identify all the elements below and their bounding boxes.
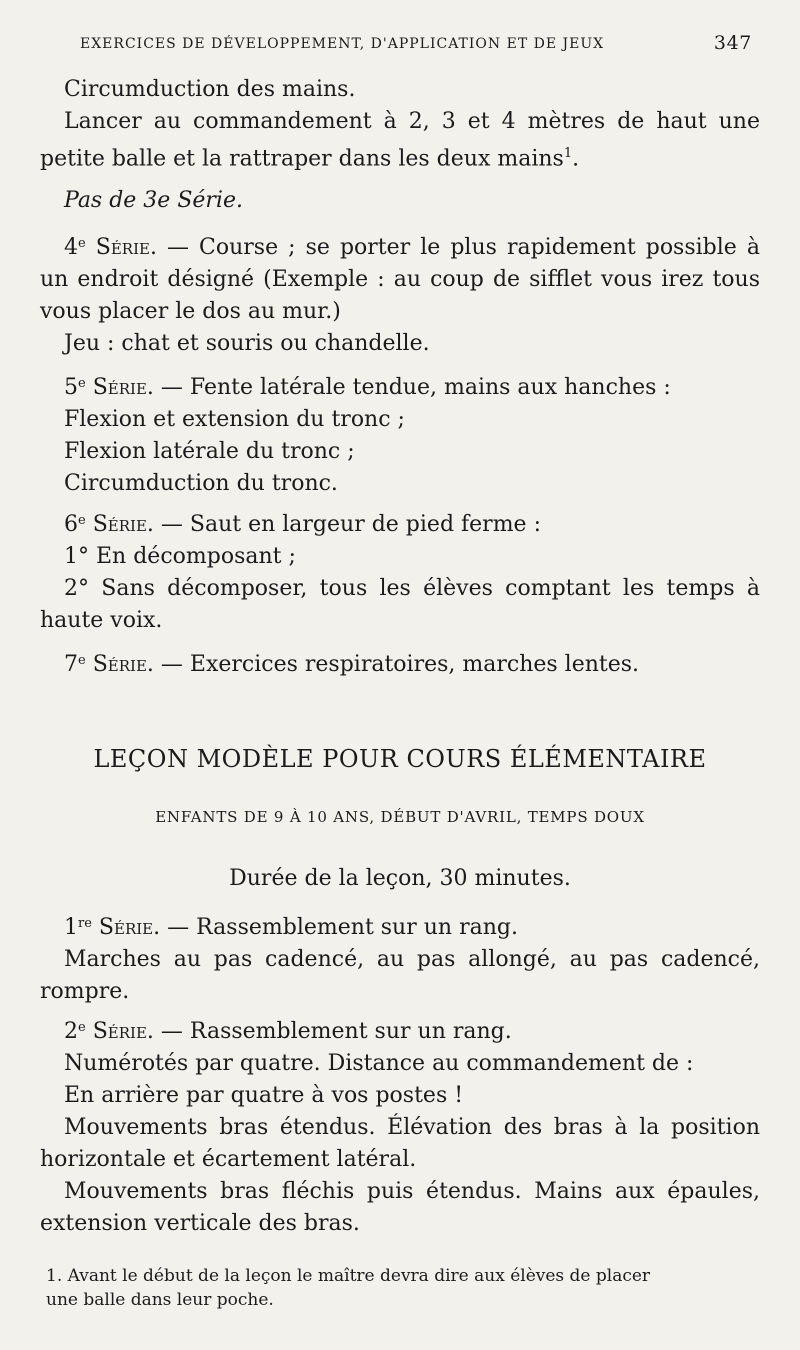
serie-5-line-1 [40,368,760,404]
serie-2-line-3: En arrière par quatre à vos postes ! [64,1083,464,1108]
serie-4-line-1 [40,228,760,264]
serie-4-line-4: Jeu : chat et souris ou chandelle. [64,331,430,356]
footnote-ref: 1 [563,146,573,161]
serie-2-line-6: Mouvements bras fléchis puis étendus. Mains aux épaules, [64,1179,760,1204]
serie-4 [40,228,760,360]
serie-5-text-1: — Fente latérale tendue, mains aux hanches : [160,375,671,400]
line-circumduction-mains: Circumduction des mains. [64,77,356,102]
serie-4-sup: e [78,236,86,251]
serie-7-line-1 [40,645,760,681]
footnote-num: 1 [46,1266,57,1286]
serie-5-line-3: Flexion latérale du tronc ; [64,439,355,464]
pas-de-serie: Pas de 3e Série. [64,188,243,214]
serie-4-line-3: vous placer le dos au mur.) [40,299,341,324]
serie-4-text-1: — Course ; se porter le plus rapidement possible à [166,235,760,260]
serie-1-num: 1 [64,915,78,940]
serie-6-sup: e [78,513,86,528]
line-petite-balle: petite balle et la rattraper dans les deux mains$^1$. [40,146,580,172]
serie-2-line-2: Numérotés par quatre. Distance au commandement de : [64,1051,694,1076]
serie-1-line-1 [40,908,760,944]
serie-6-text-1: — Saut en largeur de pied ferme : [160,512,541,537]
serie-5-line-2: Flexion et extension du tronc ; [64,407,405,432]
lesson-subtitle: ENFANTS DE 9 À 10 ANS, DÉBUT D'AVRIL, TEMPS DOUX [155,808,645,826]
running-head-title: EXERCICES DE DÉVELOPPEMENT, D'APPLICATION ET DE JEUX [80,36,605,52]
serie-4-num: 4 [64,235,78,260]
line-lancer: Lancer au commandement à 2, 3 et 4 mètres de haut une [64,109,760,134]
serie-5 [40,368,760,500]
serie-6-line-1 [40,505,760,541]
lesson-duration: Durée de la leçon, 30 minutes. [229,866,571,891]
lesson-title: LEÇON MODÈLE POUR COURS ÉLÉMENTAIRE [93,745,707,773]
serie-6 [40,505,760,637]
serie-7-text-1: — Exercices respiratoires, marches lentes. [160,652,640,677]
serie-2-label: Série. [92,1019,154,1044]
serie-2 [40,1012,760,1240]
page-number: 347 [713,32,752,54]
serie-2-num: 2 [64,1019,78,1044]
serie-1-line-2: Marches au pas cadencé, au pas allongé, au pas cadencé, [64,947,760,972]
serie-6-line-2: 1° En décomposant ; [64,544,296,569]
footnote-line-1 [46,1264,766,1288]
serie-5-line-4: Circumduction du tronc. [64,471,338,496]
serie-5-num: 5 [64,375,78,400]
serie-7-num: 7 [64,652,78,677]
serie-7 [40,645,760,681]
serie-5-sup: e [78,376,86,391]
serie-7-sup: e [78,653,86,668]
serie-1 [40,908,760,1008]
serie-2-sup: e [78,1020,86,1035]
serie-4-label: Série. [95,235,157,260]
serie-2-text-1: — Rassemblement sur un rang. [160,1019,512,1044]
serie-6-line-4: haute voix. [40,608,163,633]
serie-1-sup: re [78,916,92,931]
serie-7-label: Série. [92,652,154,677]
serie-2-line-1 [40,1012,760,1048]
serie-2-line-4: Mouvements bras étendus. Élévation des bras à la position [64,1115,760,1140]
serie-4-line-2: un endroit désigné (Exemple : au coup de sifflet vous irez tous [40,267,760,292]
serie-6-num: 6 [64,512,78,537]
line-petite-balle-text: petite balle et la rattraper dans les deux mains [40,146,564,172]
footnote-line-2: une balle dans leur poche. [46,1290,274,1310]
serie-5-label: Série. [92,375,154,400]
serie-2-line-7: extension verticale des bras. [40,1211,360,1236]
serie-1-text-1: — Rassemblement sur un rang. [167,915,518,940]
serie-6-line-3: 2° Sans décomposer, tous les élèves comptant les temps à [64,576,760,601]
footnote [46,1264,766,1312]
serie-6-label: Série. [92,512,154,537]
footnote-text-1: . Avant le début de la leçon le maître devra dire aux élèves de placer [56,1266,651,1286]
serie-1-label: Série. [98,915,161,940]
serie-1-line-3: rompre. [40,979,130,1004]
serie-2-line-5: horizontale et écartement latéral. [40,1147,417,1172]
running-header [80,34,770,52]
block-opening [40,74,760,217]
